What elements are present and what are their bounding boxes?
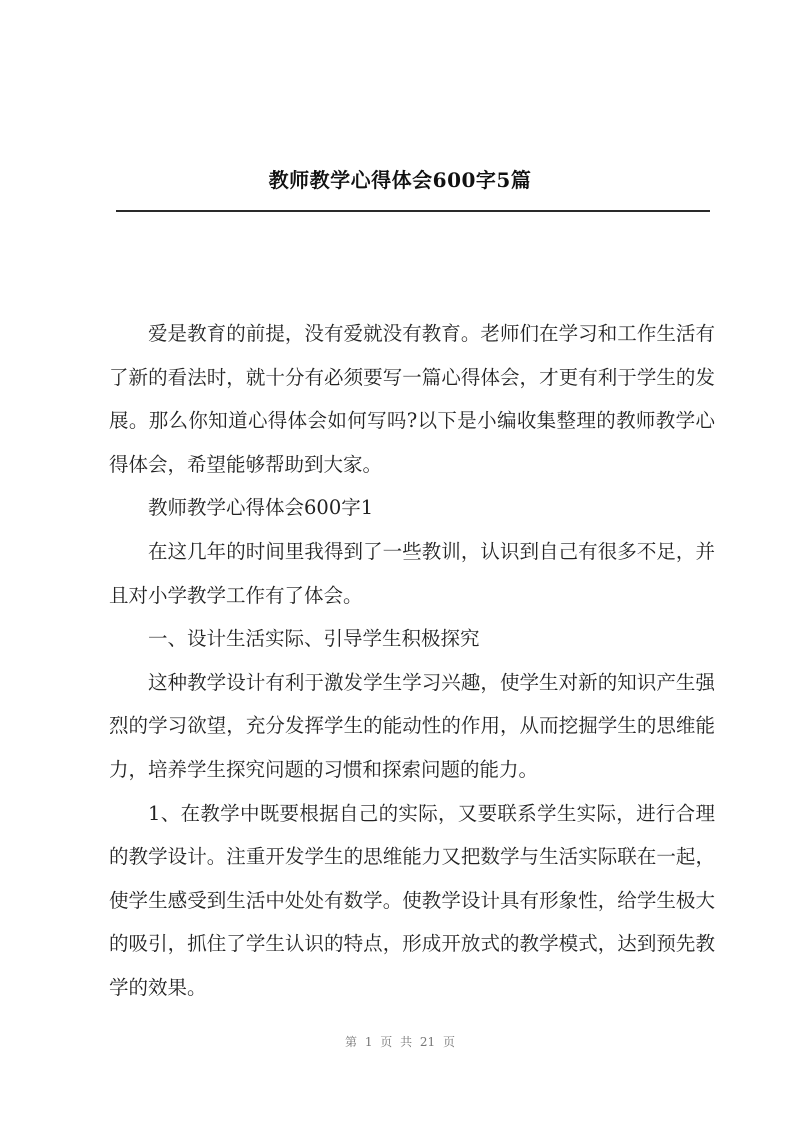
- section-heading: 教师教学心得体会600字1: [148, 496, 374, 520]
- paragraph-intro: 爱是教育的前提，没有爱就没有教育。老师们在学习和工作生活有了新的看法时，就十分有必须要写一篇心得体会，才更有利于学生的发展。那么你知道心得体会如何写吗?以下是小编收集整理的教师教学心得体会，希望能够帮助到大家。: [109, 322, 715, 476]
- page-footer: 第 1 页 共 21 页: [345, 1035, 455, 1049]
- title-divider: [116, 210, 710, 212]
- subsection-heading: 一、设计生活实际、引导学生积极探究: [148, 627, 480, 651]
- paragraph: 这种教学设计有利于激发学生学习兴趣，使学生对新的知识产生强烈的学习欲望，充分发挥学生的能动性的作用，从而挖掘学生的思维能力，培养学生探究问题的习惯和探索问题的能力。: [109, 670, 715, 781]
- paragraph: 在这几年的时间里我得到了一些教训，认识到自己有很多不足，并且对小学教学工作有了体会。: [109, 539, 715, 607]
- paragraph: 1、在教学中既要根据自己的实际，又要联系学生实际，进行合理的教学设计。注重开发学生的思维能力又把数学与生活实际联在一起，使学生感受到生活中处处有数学。使教学设计具有形象性，给学生极大的吸引，抓住了学生认识的特点，形成开放式的教学模式，达到预先教学的效果。: [109, 801, 715, 999]
- document-title: 教师教学心得体会600字5篇: [268, 168, 532, 192]
- document-body: [109, 312, 715, 1010]
